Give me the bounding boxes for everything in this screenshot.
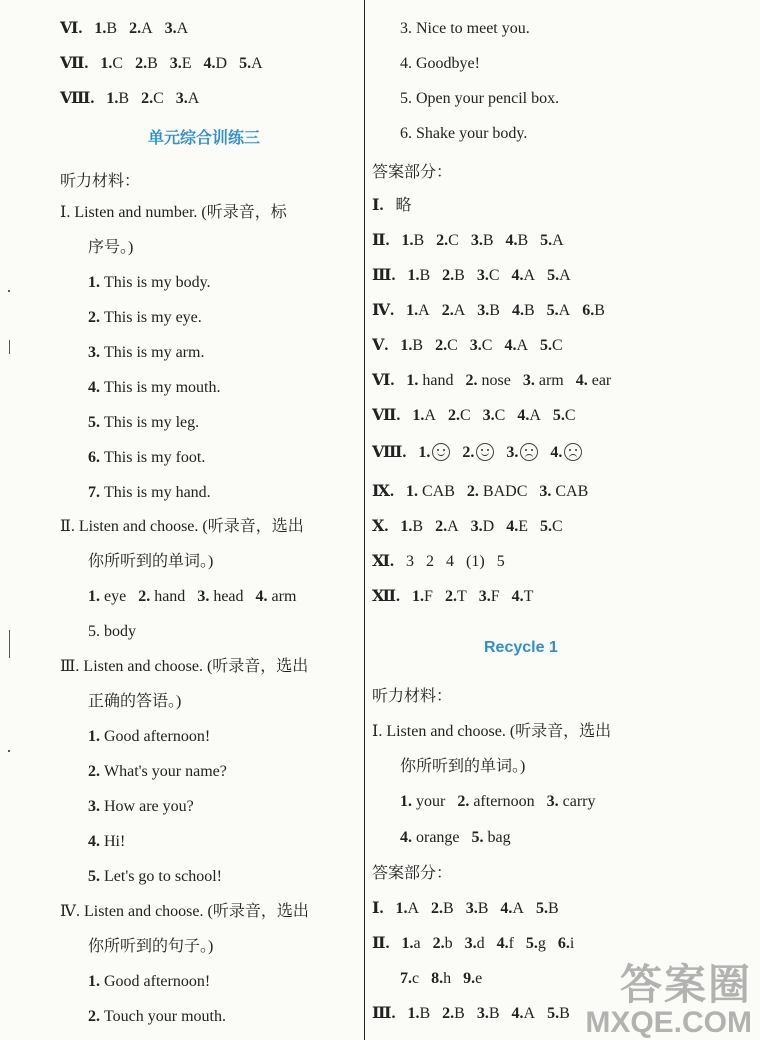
answer-row [372, 587, 533, 607]
rq1-heading: Ⅰ. Listen and choose. (听录音，选出 [372, 723, 612, 740]
roman-numeral: Ⅺ. [372, 553, 395, 570]
q1-item [88, 378, 220, 398]
answer-item: 5 [496, 553, 505, 570]
item-number: 3. [506, 444, 519, 461]
answer-row [372, 552, 505, 572]
answer-row [372, 899, 559, 919]
answer-row [372, 482, 588, 502]
listening-item: 4. Goodbye! [400, 55, 480, 72]
answer-item: 1.C [100, 55, 124, 72]
listening-item: 6. Shake your body. [400, 125, 528, 142]
answer-item: 4.A [500, 900, 524, 917]
answer-item: 3 [406, 553, 415, 570]
q1-heading: Ⅰ. Listen and number. (听录音，标 [60, 204, 287, 221]
roman-numeral: Ⅶ. [372, 407, 401, 424]
item-number: 5. [88, 414, 104, 431]
answer-row [372, 517, 563, 537]
answer-item: 3.C [469, 337, 493, 354]
q1-item [88, 413, 199, 433]
item-number: 7. [88, 484, 104, 501]
listening-item: 3. Nice to meet you. [400, 20, 530, 37]
roman-numeral: Ⅹ. [372, 518, 389, 535]
answer-item: 8.h [431, 970, 452, 987]
scan-speck [9, 630, 10, 658]
item-number: 4. [88, 379, 104, 396]
recycle-title: Recycle 1 [484, 639, 558, 656]
scan-speck [9, 340, 10, 354]
item-number: 6. [88, 449, 104, 466]
answer-item: 9.e [463, 970, 483, 987]
answer-item: 1.B [94, 20, 118, 37]
roman-numeral: Ⅴ. [372, 337, 389, 354]
column-divider [364, 0, 365, 1040]
q1-item [88, 448, 205, 468]
q3-item [88, 762, 227, 782]
answer-item: 4.A [511, 267, 536, 284]
answer-item: 4.E [506, 518, 528, 535]
q1-item [88, 308, 202, 328]
item-text: This is my leg. [104, 414, 200, 431]
answer-item: 2.A [129, 20, 153, 37]
answer-item: 2.B [431, 900, 454, 917]
roman-numeral: Ⅰ. [372, 197, 384, 214]
answer-item: 4.D [203, 55, 228, 72]
item-number: 5. [88, 868, 104, 885]
answer-item: 1. your [400, 793, 446, 810]
answer-item: 1. hand [406, 372, 454, 389]
smiley-answer [550, 444, 582, 461]
answer-item: 2. afternoon [457, 793, 535, 810]
answer-item: 3.B [477, 302, 500, 319]
answer-row-8 [60, 89, 199, 109]
item-number: 1. [418, 444, 431, 461]
item-text: Good afternoon! [104, 728, 211, 745]
q3-item [88, 867, 222, 887]
item-number: 3. [88, 798, 104, 815]
item-number: 4. [88, 833, 104, 850]
q3-item [88, 832, 125, 852]
answer-item: 2. hand [138, 588, 186, 605]
answer-item: 3. arm [522, 372, 564, 389]
q2-options-row2: 5. body [88, 623, 136, 640]
roman-numeral: Ⅲ. [372, 1005, 396, 1022]
answer-item: 2.A [441, 302, 466, 319]
smiley-answer [418, 444, 450, 461]
q4-item [88, 972, 210, 992]
item-text: This is my hand. [104, 484, 211, 501]
item-number: 2. [88, 1008, 104, 1025]
answer-item: 3.C [482, 407, 506, 424]
answers-label: 答案部分： [372, 164, 453, 181]
item-number: 3. [88, 344, 104, 361]
answer-item: 3.A [164, 20, 189, 37]
answer-item: 7.c [400, 970, 420, 987]
answer-item: 4. arm [255, 588, 297, 605]
answer-item: 2.C [141, 90, 164, 107]
q4-heading: Ⅳ. Listen and choose. (听录音，选出 [60, 903, 309, 920]
q3-heading-cont: 正确的答语。) [88, 693, 182, 710]
answer-item: 2.C [436, 232, 459, 249]
answer-item: 4. ear [575, 372, 612, 389]
answer-item: 2 [426, 553, 435, 570]
answer-row-indent [400, 969, 482, 989]
item-number: 1. [88, 728, 104, 745]
answer-item: 1.B [401, 232, 425, 249]
item-number: 2. [462, 444, 475, 461]
answer-item: 2.A [435, 518, 459, 535]
q4-item [88, 1007, 226, 1027]
answer-row-last [372, 1004, 570, 1024]
answer-item: 3.F [478, 588, 500, 605]
rq1-options-row2 [400, 828, 511, 848]
item-number: 1. [88, 973, 104, 990]
roman-numeral: Ⅶ. [60, 55, 89, 72]
q2-heading: Ⅱ. Listen and choose. (听录音，选出 [60, 518, 304, 535]
item-text: What's your name? [104, 763, 227, 780]
sad-icon [564, 443, 582, 461]
answer-item: 1. CAB [406, 483, 455, 500]
answer-item: (1) [466, 553, 485, 570]
answer-item: 5.A [547, 267, 571, 284]
rq1-options-row1 [400, 792, 596, 812]
answer-row [372, 196, 412, 216]
answer-item: 1.B [400, 518, 424, 535]
answer-row [372, 336, 563, 356]
answer-row [372, 231, 564, 251]
answer-row [372, 266, 571, 286]
watermark [585, 962, 752, 1038]
answer-item: 5. bag [471, 829, 511, 846]
item-number: 2. [88, 763, 104, 780]
q3-item [88, 797, 194, 817]
answer-row [372, 406, 576, 426]
rq1-heading-cont: 你所听到的单词。) [400, 758, 526, 775]
watermark-url: MXQE.COM [585, 1006, 752, 1039]
listening-label: 听力材料： [60, 173, 141, 190]
answer-item: 5.A [540, 232, 564, 249]
answer-item: 4.B [511, 302, 535, 319]
smile-icon [476, 443, 494, 461]
roman-numeral: Ⅻ. [372, 588, 401, 605]
answer-item: 1.A [412, 407, 436, 424]
answer-item: 2.B [442, 1005, 465, 1022]
answer-item: 1.a [401, 935, 421, 952]
answer-item: 4.f [496, 935, 514, 952]
q1-item [88, 343, 204, 363]
item-number: 2. [88, 309, 104, 326]
q3-heading: Ⅲ. Listen and choose. (听录音，选出 [60, 658, 309, 675]
listening-item: 5. Open your pencil box. [400, 90, 560, 107]
item-text: Let's go to school! [104, 868, 222, 885]
answer-item: 4. orange [400, 829, 460, 846]
item-text: Good afternoon! [104, 973, 211, 990]
answer-item: 3.d [464, 935, 485, 952]
answer-item: 3. CAB [539, 483, 589, 500]
item-text: This is my eye. [104, 309, 202, 326]
answer-item: 5.A [239, 55, 263, 72]
answer-item: 2.C [435, 337, 458, 354]
roman-numeral: Ⅷ. [372, 444, 407, 461]
answer-item: 3.B [465, 900, 489, 917]
answer-row-smiley [372, 443, 582, 463]
answer-item: 2. BADC [466, 483, 528, 500]
listening-label-2: 听力材料： [372, 688, 453, 705]
answer-item: 2.B [135, 55, 158, 72]
answer-item: 略 [395, 197, 412, 214]
smiley-answer [462, 444, 494, 461]
watermark-cn: 答案圈 [619, 961, 752, 1008]
smile-icon [432, 443, 450, 461]
q2-options-row1 [88, 587, 296, 607]
answer-row [372, 301, 605, 321]
answer-item: 3.B [470, 232, 494, 249]
answer-item: 2. nose [465, 372, 511, 389]
answer-row [372, 371, 611, 391]
answer-item: 5.C [540, 518, 563, 535]
roman-numeral: Ⅸ. [372, 483, 395, 500]
smiley-answer [506, 444, 538, 461]
item-text: This is my body. [104, 274, 211, 291]
answer-item: 2.b [432, 935, 453, 952]
answer-item: 5.A [546, 302, 571, 319]
q4-heading-cont: 你所听到的句子。) [88, 938, 214, 955]
answer-item: 3.E [169, 55, 192, 72]
q1-heading-cont: 序号。) [88, 239, 134, 256]
answer-item: 3.C [476, 267, 500, 284]
item-text: This is my mouth. [104, 379, 221, 396]
answer-item: 6.i [557, 935, 575, 952]
answer-row-7 [60, 54, 263, 74]
item-text: How are you? [104, 798, 194, 815]
scan-speck [8, 750, 10, 752]
answer-item: 5.B [535, 900, 559, 917]
item-number: 1. [88, 274, 104, 291]
answer-item: 4.T [511, 588, 534, 605]
q3-item [88, 727, 210, 747]
roman-numeral: Ⅳ. [372, 302, 395, 319]
answer-item: 4.B [505, 232, 529, 249]
answer-item: 2.B [442, 267, 465, 284]
answer-row [372, 934, 574, 954]
scan-speck [8, 290, 10, 292]
answer-item: 1. eye [88, 588, 127, 605]
roman-numeral: Ⅷ. [60, 90, 95, 107]
item-text: This is my foot. [104, 449, 206, 466]
answer-item: 6.B [582, 302, 605, 319]
answer-item: 5.C [552, 407, 576, 424]
answer-item: 5.g [525, 935, 546, 952]
answer-item: 3. head [197, 588, 244, 605]
answer-item: 1.B [106, 90, 130, 107]
sad-icon [520, 443, 538, 461]
roman-numeral: Ⅱ. [372, 232, 390, 249]
answer-item: 5.C [540, 337, 563, 354]
answer-item: 4 [446, 553, 455, 570]
answer-item: 1.B [400, 337, 424, 354]
answer-item: 4.A [511, 1005, 536, 1022]
roman-numeral: Ⅵ. [60, 20, 83, 37]
answer-item: 3.A [175, 90, 200, 107]
q2-heading-cont: 你所听到的单词。) [88, 553, 214, 570]
roman-numeral: Ⅵ. [372, 372, 395, 389]
q1-item [88, 483, 211, 503]
answer-item: 3. carry [546, 793, 596, 810]
item-text: This is my arm. [104, 344, 205, 361]
roman-numeral: Ⅱ. [372, 935, 390, 952]
answer-item: 3.B [476, 1005, 500, 1022]
roman-numeral: Ⅰ. [372, 900, 384, 917]
answer-item: 4.A [504, 337, 528, 354]
answer-item: 1.F [412, 588, 433, 605]
answers-label-2: 答案部分： [372, 865, 453, 882]
answer-item: 3.D [470, 518, 495, 535]
answer-item: 4.A [517, 407, 541, 424]
answer-item: 1.B [407, 267, 431, 284]
item-number: 4. [550, 444, 563, 461]
section-title: 单元综合训练三 [148, 130, 261, 147]
q1-item [88, 273, 211, 293]
answer-item: 1.B [407, 1005, 431, 1022]
answer-item: 1.A [406, 302, 430, 319]
answer-item: 2.T [444, 588, 467, 605]
answer-row-6 [60, 19, 188, 39]
item-text: Hi! [104, 833, 126, 850]
answer-item: 2.C [447, 407, 471, 424]
answer-item: 5.B [547, 1005, 570, 1022]
answer-item: 1.A [395, 900, 420, 917]
roman-numeral: Ⅲ. [372, 267, 396, 284]
item-text: Touch your mouth. [104, 1008, 226, 1025]
